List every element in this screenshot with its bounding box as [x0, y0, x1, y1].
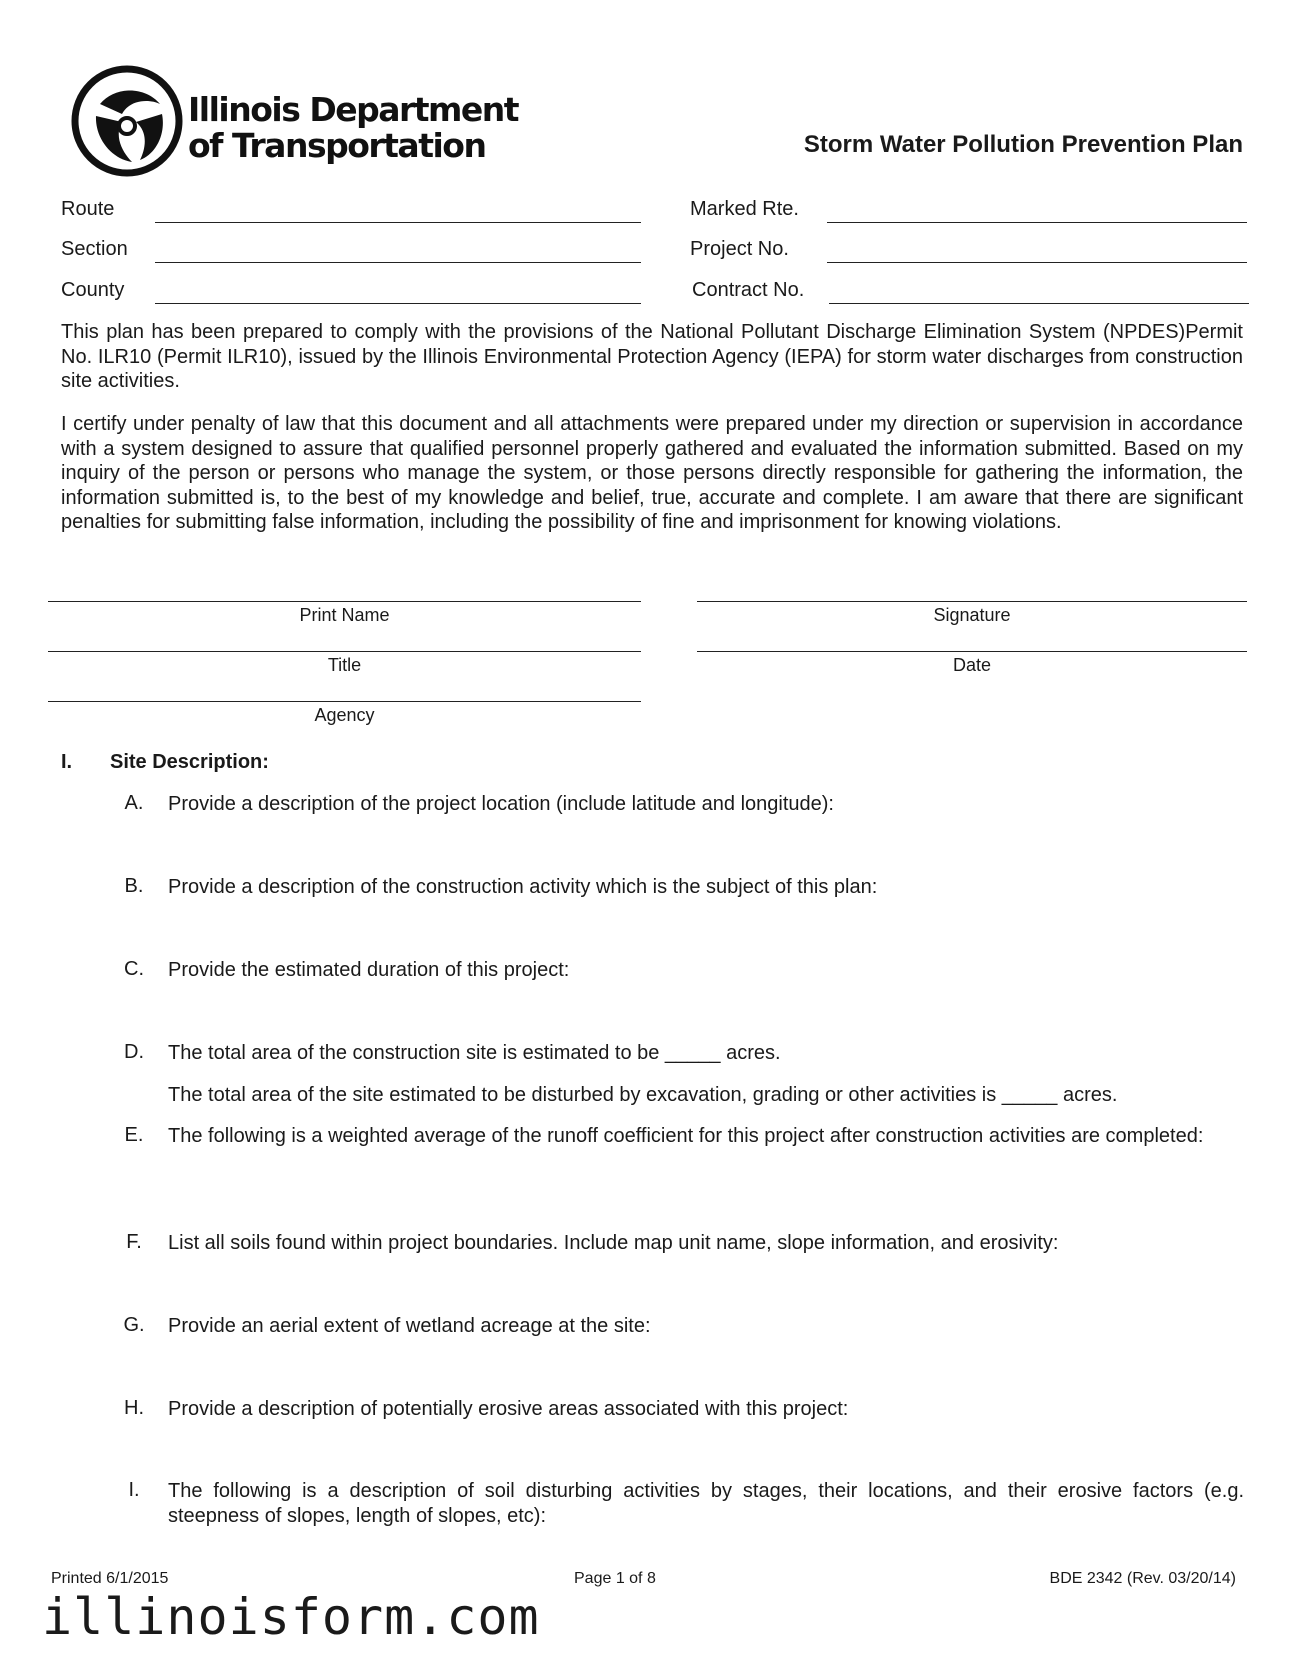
- date-line[interactable]: [697, 651, 1247, 652]
- item-text: The total area of the site estimated to be disturbed by excavation, grading or other activities is _____ acres.: [168, 1084, 1118, 1106]
- route-label: Route: [61, 198, 115, 220]
- watermark: illinoisform.com: [42, 1588, 540, 1646]
- item-letter: B.: [124, 875, 144, 897]
- item-text: The following is a weighted average of the runoff coefficient for this project after construction activities are completed:: [168, 1125, 1204, 1147]
- intro-paragraph: This plan has been prepared to comply with the provisions of the National Pollutant Discharge Elimination System (NPDES)Permit No. ILR10 (Permit ILR10), issued by the Illinois Environmental Protection Agency (IEPA) for storm water discharges from construction site activities.: [61, 321, 1243, 392]
- item-text: Provide a description of potentially erosive areas associated with this project:: [168, 1398, 849, 1420]
- section-input[interactable]: [155, 262, 641, 263]
- item-text: List all soils found within project boundaries. Include map unit name, slope information, and erosivity:: [168, 1232, 1059, 1254]
- title-caption: Title: [327, 655, 362, 675]
- project-no-label: Project No.: [690, 238, 789, 260]
- project-no-input[interactable]: [827, 262, 1247, 263]
- printed-date: Printed 6/1/2015: [51, 1570, 169, 1587]
- item-letter: H.: [124, 1397, 144, 1419]
- print-name-line[interactable]: [48, 601, 641, 602]
- page-number: Page 1 of 8: [574, 1570, 656, 1587]
- date-caption: Date: [952, 655, 992, 675]
- signature-caption: Signature: [933, 605, 1011, 625]
- section-label: Section: [61, 238, 128, 260]
- document-title: Storm Water Pollution Prevention Plan: [803, 131, 1243, 158]
- item-text: The total area of the construction site is estimated to be _____ acres.: [168, 1042, 781, 1064]
- item-letter: E.: [124, 1124, 144, 1146]
- item-letter: F.: [126, 1231, 142, 1253]
- agency-line2: of Transportation: [188, 126, 486, 165]
- item-letter: G.: [123, 1314, 145, 1336]
- print-name-caption: Print Name: [299, 605, 390, 625]
- item-text: Provide a description of the project location (include latitude and longitude):: [168, 793, 834, 815]
- idot-logo-icon: [70, 64, 184, 178]
- route-input[interactable]: [155, 222, 641, 223]
- agency-line[interactable]: [48, 701, 641, 702]
- item-letter: A.: [124, 792, 144, 814]
- county-label: County: [61, 279, 125, 301]
- item-text: The following is a description of soil disturbing activities by stages, their locations, and their erosive factors (e.g. steepness of slopes, length of slopes, etc):: [168, 1480, 1244, 1527]
- item-text: Provide a description of the construction activity which is the subject of this plan:: [168, 876, 878, 898]
- contract-no-input[interactable]: [829, 303, 1249, 304]
- form-id: BDE 2342 (Rev. 03/20/14): [1049, 1570, 1236, 1587]
- agency-line1: Illinois Department: [188, 90, 519, 129]
- contract-no-label: Contract No.: [692, 279, 805, 301]
- signature-line[interactable]: [697, 601, 1247, 602]
- section-number: I.: [61, 751, 73, 773]
- agency-caption: Agency: [314, 705, 375, 725]
- section-title: Site Description:: [110, 751, 269, 773]
- agency-name: [188, 92, 518, 164]
- marked-rte-label: Marked Rte.: [690, 198, 799, 220]
- item-letter: I.: [128, 1479, 140, 1501]
- item-text: Provide an aerial extent of wetland acreage at the site:: [168, 1315, 651, 1337]
- item-text: Provide the estimated duration of this project:: [168, 959, 570, 981]
- marked-rte-input[interactable]: [827, 222, 1247, 223]
- item-letter: C.: [124, 958, 144, 980]
- title-line[interactable]: [48, 651, 641, 652]
- county-input[interactable]: [155, 303, 641, 304]
- item-letter: D.: [124, 1041, 144, 1063]
- certification-paragraph: I certify under penalty of law that this document and all attachments were prepared under my direction or supervision in accordance with a system designed to assure that qualified personnel properly gathered and evaluated the information submitted. Based on my inquiry of the person or persons who manage the system, or those persons directly responsible for gathering the information, the information submitted is, to the best of my knowledge and belief, true, accurate and complete. I am aware that there are significant penalties for submitting false information, including the possibility of fine and imprisonment for knowing violations.: [61, 413, 1243, 533]
